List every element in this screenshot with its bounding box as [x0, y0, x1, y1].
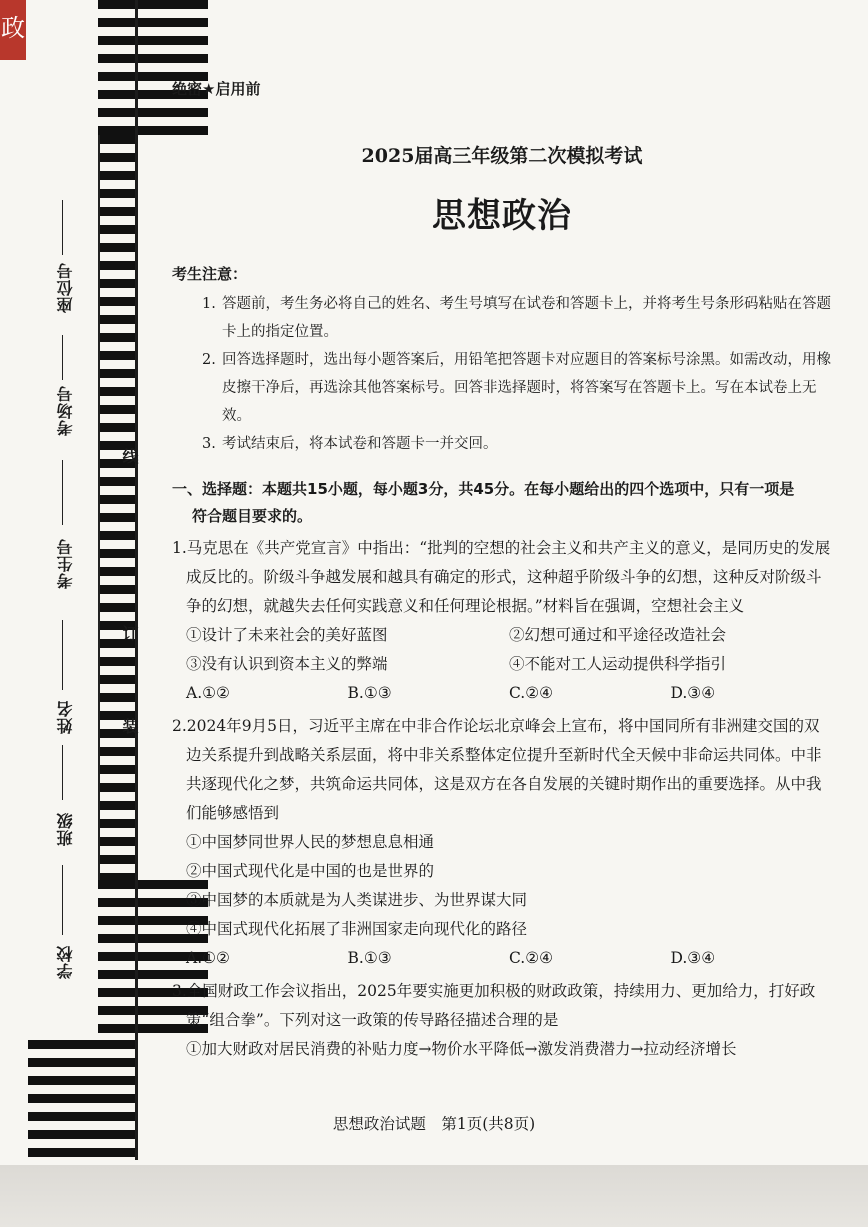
binding-stripe [98, 369, 138, 378]
answer-choice: D.③④ [670, 949, 716, 967]
binding-stripe [98, 531, 138, 540]
binding-stripe [28, 1058, 138, 1067]
binding-stripe [98, 495, 138, 504]
corner-subject-char: 政 [1, 14, 25, 42]
option-row [172, 828, 832, 857]
notice-item-text: 答题前，考生务必将自己的姓名、考生号填写在试卷和答题卡上，并将考生号条形码粘贴在答题卡上的指定位置。 [222, 296, 831, 340]
answer-choice: C.②④ [509, 684, 554, 702]
binding-stripe [98, 405, 138, 414]
page-footer: 思想政治试题 第1页(共8页) [332, 1115, 536, 1133]
scan-background [0, 1165, 868, 1227]
option: ④中国式现代化拓展了非洲国家走向现代化的路径 [186, 920, 528, 938]
field-line-seat [62, 200, 63, 255]
binding-border [135, 0, 138, 1160]
binding-stripe [98, 261, 138, 270]
option: ①中国梦同世界人民的梦想息息相通 [186, 833, 435, 851]
field-line-class [62, 745, 63, 800]
binding-stripe [98, 585, 138, 594]
notice-item-number: 2. [202, 352, 216, 368]
binding-stripe [28, 1094, 138, 1103]
option: ②中国式现代化是中国的也是世界的 [186, 862, 435, 880]
binding-stripe [98, 693, 138, 702]
question-stem: 1.马克思在《共产党宣言》中指出：“批判的空想的社会主义和共产主义的意义，是同历史的发展成反比的。阶级斗争越发展和越具有确定的形式，这种超乎阶级斗争的幻想，这种反对阶级斗争的幻想，就越失去任何实践意义和任何理论根据。”材料旨在强调，空想社会主义 [172, 539, 831, 615]
binding-mark-order: 订 [120, 625, 139, 641]
notice-heading: 考生注意： [172, 265, 248, 283]
binding-stripes [28, 0, 138, 1160]
binding-stripe [98, 207, 138, 216]
option: ①设计了未来社会的美好蓝图 [186, 626, 388, 644]
binding-stripe [98, 765, 138, 774]
section-heading-line: 一、选择题：本题共15小题，每小题3分，共45分。在每小题给出的四个选项中，只有一项是 [172, 480, 795, 498]
subject-title: 思想政治 [432, 196, 572, 236]
exam-content [172, 78, 832, 1064]
notice-item-number: 3. [202, 436, 216, 452]
exam-title: 2025届高三年级第二次模拟考试 [361, 145, 643, 167]
notice-item [202, 290, 832, 346]
answer-choice: B.①③ [347, 949, 392, 967]
field-exam-room: 考场号 [56, 385, 75, 436]
binding-mark-bind: 装 [120, 718, 139, 734]
option-row [172, 1035, 832, 1064]
notice-item [202, 430, 832, 458]
binding-stripe [28, 1148, 138, 1157]
binding-inner-border [98, 135, 100, 880]
binding-stripe [98, 783, 138, 792]
binding-stripe [98, 0, 208, 9]
binding-stripe [98, 333, 138, 342]
binding-stripe [98, 225, 138, 234]
field-class: 班级 [56, 812, 75, 846]
binding-stripe [98, 153, 138, 162]
binding-stripe [98, 819, 138, 828]
question-2 [172, 712, 832, 973]
answer-row [172, 944, 832, 973]
option: ②幻想可通过和平途径改造社会 [509, 626, 727, 644]
binding-mark-line: 线 [120, 448, 139, 464]
binding-stripe [98, 387, 138, 396]
binding-stripe [98, 243, 138, 252]
binding-stripe [98, 603, 138, 612]
answer-choice: B.①③ [347, 684, 392, 702]
option: ③中国梦的本质就是为人类谋进步、为世界谋大同 [186, 891, 528, 909]
binding-stripe [98, 837, 138, 846]
answer-row [172, 679, 832, 708]
binding-stripe [98, 423, 138, 432]
corner-subject-tag [0, 0, 26, 60]
question-1 [172, 534, 832, 708]
binding-stripe [98, 315, 138, 324]
field-line-school [62, 865, 63, 935]
option: ③没有认识到资本主义的弊端 [186, 655, 388, 673]
binding-stripe [98, 549, 138, 558]
binding-stripe [98, 297, 138, 306]
option: ①加大财政对居民消费的补贴力度→物价水平降低→激发消费潜力→拉动经济增长 [186, 1040, 737, 1058]
option-row [172, 650, 832, 679]
binding-stripe [98, 351, 138, 360]
section-heading [172, 476, 832, 530]
field-school: 学校 [56, 945, 75, 979]
binding-stripe [98, 279, 138, 288]
secret-label: 绝密★启用前 [172, 80, 261, 98]
notice-item [202, 346, 832, 430]
question-stem: 3.全国财政工作会议指出，2025年要实施更加积极的财政政策，持续用力、更加给力，打好政策“组合拳”。下列对这一政策的传导路径描述合理的是 [172, 982, 816, 1029]
option-row [172, 857, 832, 886]
binding-stripe [98, 36, 208, 45]
binding-stripe [98, 18, 208, 27]
answer-choice: D.③④ [670, 684, 716, 702]
notice-item-text: 考试结束后，将本试卷和答题卡一并交回。 [222, 436, 498, 452]
answer-choice: A.①② [186, 949, 230, 967]
binding-stripe [28, 1076, 138, 1085]
answer-choice: A.①② [186, 684, 230, 702]
binding-stripe [98, 801, 138, 810]
binding-stripe [98, 477, 138, 486]
binding-stripe [98, 855, 138, 864]
notice-list [172, 290, 832, 458]
binding-stripe [98, 657, 138, 666]
section-heading-line: 符合题目要求的。 [192, 507, 313, 525]
notice-item-number: 1. [202, 296, 216, 312]
option-row [172, 915, 832, 944]
notice-item-text: 回答选择题时，选出每小题答案后，用铅笔把答题卡对应题目的答案标号涂黑。如需改动，用橡皮擦干净后，再选涂其他答案标号。回答非选择题时，将答案写在答题卡上。写在本试卷上无效。 [222, 352, 831, 424]
binding-stripe [98, 675, 138, 684]
option: ④不能对工人运动提供科学指引 [509, 655, 727, 673]
answer-choice: C.②④ [509, 949, 554, 967]
binding-stripe [98, 135, 138, 144]
binding-stripe [98, 513, 138, 522]
binding-stripe [98, 171, 138, 180]
option-row [172, 621, 832, 650]
question-3 [172, 977, 832, 1064]
binding-stripe [98, 747, 138, 756]
question-stem: 2.2024年9月5日，习近平主席在中非合作论坛北京峰会上宣布，将中国同所有非洲建交国的双边关系提升到战略关系层面，将中非关系整体定位提升至新时代全天候中非命运共同体。中非共逐现代化之梦，共筑命运共同体，这是双方在各自发展的关键时期作出的重要选择。从中我们能够感悟到 [172, 717, 822, 822]
binding-stripe [98, 189, 138, 198]
binding-stripe [98, 567, 138, 576]
field-line-name [62, 620, 63, 690]
field-name: 姓名 [56, 700, 75, 734]
binding-stripe [28, 1040, 138, 1049]
field-line-room [62, 335, 63, 380]
field-exam-number: 考生号 [56, 538, 75, 589]
field-seat-number: 座位号 [56, 262, 75, 313]
option-row [172, 886, 832, 915]
field-line-exam-no [62, 460, 63, 525]
binding-stripe [98, 54, 208, 63]
